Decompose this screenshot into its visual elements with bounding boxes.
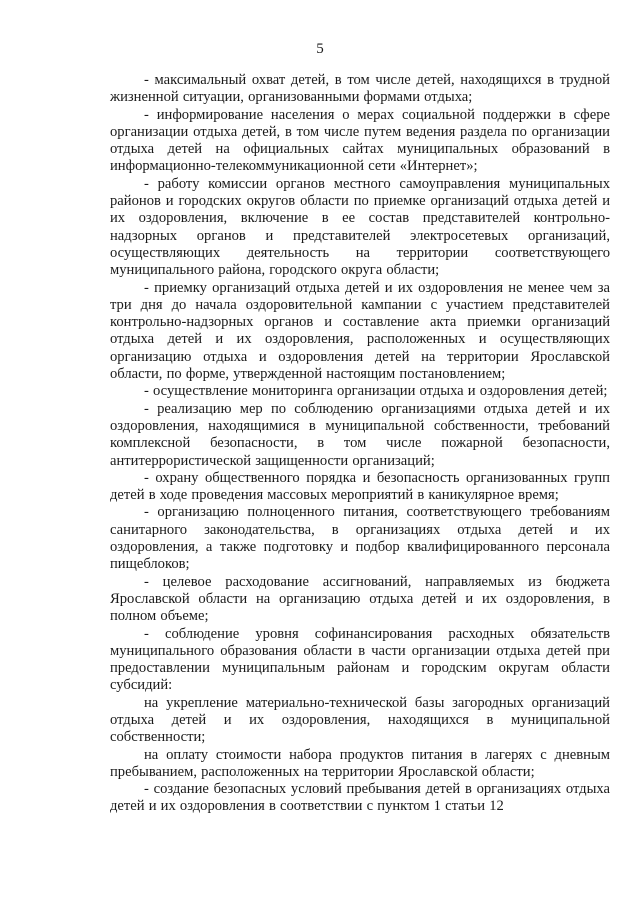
paragraph-10: - соблюдение уровня софинансирования расходных обязательств муниципального образования области в части организации отдыха детей при предоставлении муниципальным районам и городским округам области субсидий: [110,625,610,694]
paragraph-4: - приемку организаций отдыха детей и их оздоровления не менее чем за три дня до начала оздоровительной кампании с участием представителей контрольно-надзорных органов и составление акта приемки организаций отдыха детей и их оздоровления, расположенных и осуществляющих организацию отдыха и оздоровления детей на территории Ярославской области, по форме, утвержденной настоящим постановлением; [110,279,610,383]
paragraph-7: - охрану общественного порядка и безопасность организованных групп детей в ходе проведения массовых мероприятий в каникулярное время; [110,469,610,504]
paragraph-5: - осуществление мониторинга организации отдыха и оздоровления детей; [144,383,608,400]
paragraph-1: - максимальный охват детей, в том числе детей, находящихся в трудной жизненной ситуации, организованными формами отдыха; [110,72,610,106]
paragraph-2: - информирование населения о мерах социальной поддержки в сфере организации отдыха детей, в том числе путем ведения раздела по организации отдыха детей на официальных сайтах муниципальных образований в информационно-телекоммуникационной сети «Интернет»; [110,106,610,175]
paragraph-13: - создание безопасных условий пребывания детей в организациях отдыха детей и их оздоровления в соответствии с пунктом 1 статьи 12 [110,781,610,815]
page-number: 5 [316,41,324,57]
paragraph-6: - реализацию мер по соблюдению организациями отдыха детей и их оздоровления, находящимися в муниципальной собственности, требований комплексной безопасности, в том числе пожарной безопасности, антитеррористической защищенности организаций; [110,400,610,469]
paragraph-8: - организацию полноценного питания, соответствующего требованиям санитарного законодательства, в организациях отдыха детей и их оздоровления, а также подготовку и подбор квалифицированного персонала пищеблоков; [110,504,610,573]
paragraph-9: - целевое расходование ассигнований, направляемых из бюджета Ярославской области на организацию отдыха детей и их оздоровления, в полном объеме; [110,573,610,625]
paragraph-12: на оплату стоимости набора продуктов питания в лагерях с дневным пребыванием, расположенных на территории Ярославской области; [110,746,610,780]
document-body [110,72,610,816]
paragraph-3: - работу комиссии органов местного самоуправления муниципальных районов и городских округов области по приемке организаций отдыха детей и их оздоровления, включение в ее состав представителей контрольно-надзорных органов и представителей электросетевых организаций, осуществляющих деятельность на территории соответствующего муниципального района, городского округа области; [110,175,610,279]
paragraph-11: на укрепление материально-технической базы загородных организаций отдыха детей и их оздоровления, находящихся в муниципальной собственности; [110,694,610,746]
